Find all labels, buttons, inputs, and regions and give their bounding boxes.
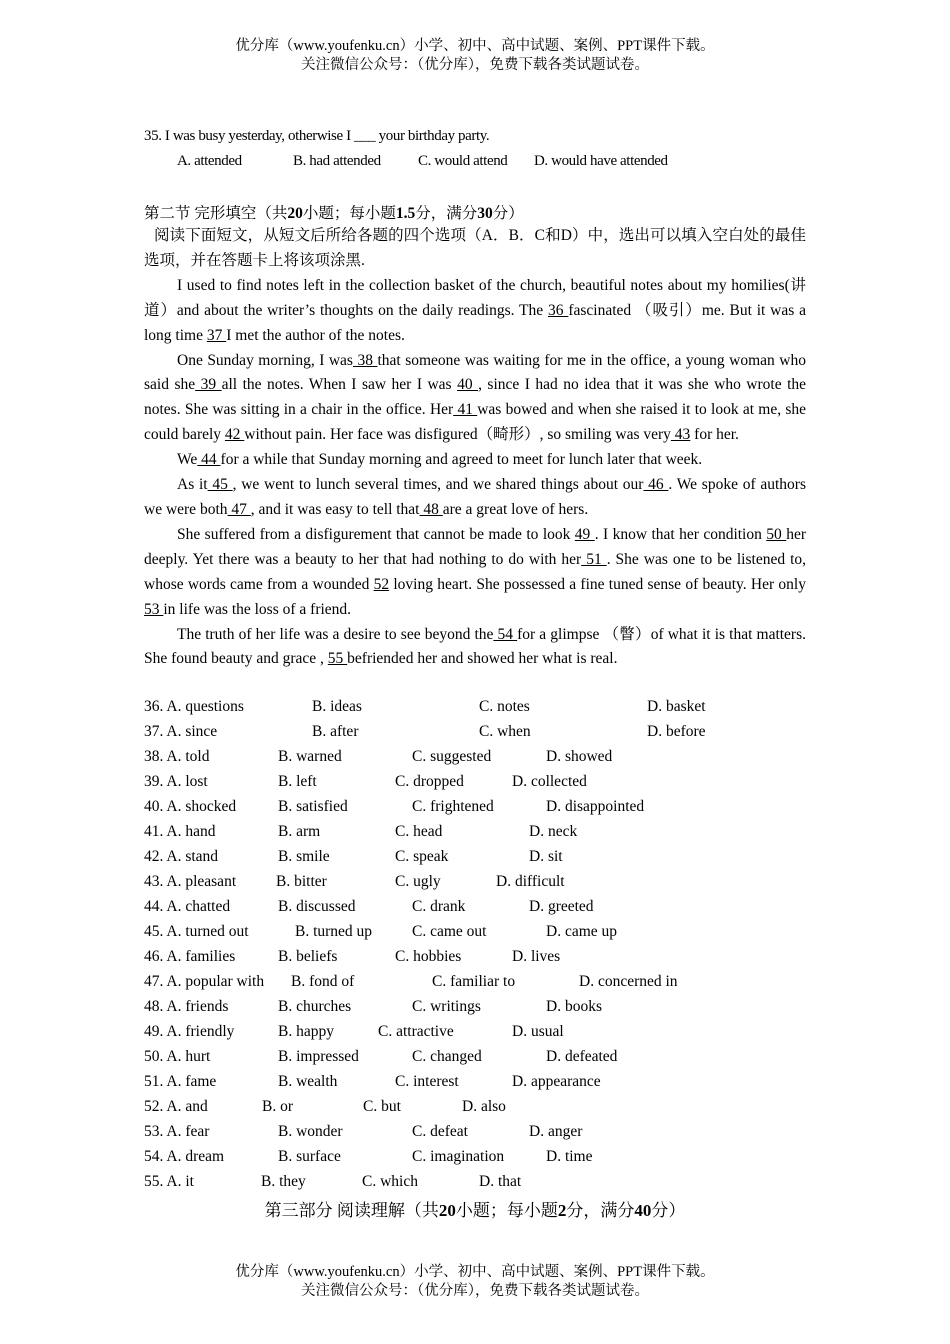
- header-line-1: 优分库（www.youfenku.cn）小学、初中、高中试题、案例、PPT课件下载。: [235, 38, 715, 54]
- option-row: 36. A. questions B. ideas C. notes D. basket: [144, 698, 706, 715]
- paragraph-4: As it 45 , we went to lunch several times, and we shared things about our 46 . We spoke of authors we were both 47 , and it was easy to tell that 48 are a great love of hers.: [144, 476, 806, 518]
- blank-44: 44: [197, 451, 221, 469]
- blank-41: 41: [453, 401, 478, 419]
- q35-option-a: A. attended: [177, 153, 242, 169]
- option-row: 45. A. turned out B. turned up C. came out D. came up: [144, 923, 618, 940]
- footer-line-1: 优分库（www.youfenku.cn）小学、初中、高中试题、案例、PPT课件下载。: [235, 1264, 715, 1280]
- blank-36: 36: [548, 301, 569, 319]
- blank-47: 47: [227, 500, 251, 518]
- option-row: 38. A. told B. warned C. suggested D. showed: [144, 748, 613, 765]
- footer-line-2: 关注微信公众号：（优分库），免费下载各类试题试卷。: [301, 1283, 649, 1299]
- paragraph-3: We 44 for a while that Sunday morning and agreed to meet for lunch later that week.: [177, 451, 703, 469]
- paragraph-1: I used to find notes left in the collection basket of the church, beautiful notes about my homilies(讲道）and about the writer’s thoughts on the daily readings. The 36 fascinated （吸引）me. But it was a long time 37 I met the author of the notes.: [144, 276, 807, 344]
- question-35-stem: 35. I was busy yesterday, otherwise I ___ your birthday party.: [144, 128, 490, 144]
- part-3-title: 第三部分 阅读理解（共20小题；每小题2分，满分40分）: [264, 1201, 686, 1220]
- option-row: 51. A. fame B. wealth C. interest D. appearance: [144, 1073, 601, 1090]
- blank-49: 49: [574, 525, 595, 543]
- blank-40: 40: [457, 376, 479, 394]
- cloze-passage: [144, 224, 806, 672]
- option-row: 47. A. popular with B. fond of C. familiar to D. concerned in: [144, 973, 678, 990]
- option-row: 49. A. friendly B. happy C. attractive D. usual: [144, 1023, 564, 1040]
- option-row: 43. A. pleasant B. bitter C. ugly D. difficult: [144, 873, 565, 890]
- option-row: 37. A. since B. after C. when D. before: [144, 723, 706, 740]
- option-row: 44. A. chatted B. discussed C. drank D. greeted: [144, 898, 594, 915]
- option-row: 48. A. friends B. churches C. writings D. books: [144, 998, 602, 1015]
- option-row: 55. A. it B. they C. which D. that: [144, 1173, 522, 1190]
- option-row: 40. A. shocked B. satisfied C. frightened D. disappointed: [144, 798, 645, 815]
- blank-45: 45: [207, 476, 233, 494]
- section-2-title: 第二节 完形填空（共20小题；每小题1.5分，满分30分）: [144, 205, 524, 222]
- blank-43: 43: [670, 426, 691, 444]
- question-35-options: [0, 153, 950, 173]
- blank-52: 52: [373, 575, 390, 593]
- blank-50: 50: [766, 525, 787, 543]
- blank-48: 48: [419, 500, 443, 518]
- blank-53: 53: [144, 600, 164, 618]
- q35-option-d: D. would have attended: [534, 153, 668, 169]
- page-footer: [0, 1263, 950, 1301]
- blank-54: 54: [493, 625, 518, 643]
- option-row: 50. A. hurt B. impressed C. changed D. defeated: [144, 1048, 618, 1065]
- paragraph-5: She suffered from a disfigurement that cannot be made to look 49 . I know that her condition 50 her deeply. Yet there was a beauty to her that had nothing to do with her 51 . She was one to be listened to, whose words came from a wounded 52 loving heart. She possessed a fine tuned sense of beauty. Her only 53 in life was the loss of a friend.: [144, 525, 807, 618]
- option-row: 46. A. families B. beliefs C. hobbies D. lives: [144, 948, 561, 965]
- paragraph-6: The truth of her life was a desire to see beyond the 54 for a glimpse （瞥）of what it is that matters. She found beauty and grace , 55 befriended her and showed her what is real.: [144, 625, 807, 668]
- page-header: [0, 37, 950, 75]
- q35-option-c: C. would attend: [418, 153, 508, 169]
- q35-option-b: B. had attended: [293, 153, 381, 169]
- option-row: 52. A. and B. or C. but D. also: [144, 1098, 506, 1115]
- blank-46: 46: [643, 476, 669, 494]
- blank-38: 38: [352, 351, 378, 369]
- header-line-2: 关注微信公众号：（优分库），免费下载各类试题试卷。: [301, 57, 649, 73]
- option-row: 42. A. stand B. smile C. speak D. sit: [144, 848, 563, 865]
- instruction: 阅读下面短文，从短文后所给各题的四个选项（A．B．C和D）中，选出可以填入空白处的最佳选项，并在答题卡上将该项涂黑.: [144, 227, 806, 269]
- blank-55: 55: [327, 650, 348, 668]
- blank-42: 42: [224, 426, 245, 444]
- blank-51: 51: [581, 550, 607, 568]
- option-row: 41. A. hand B. arm C. head D. neck: [144, 823, 578, 840]
- paragraph-2: One Sunday morning, I was 38 that someone was waiting for me in the office, a young woman who said she 39 all the notes. When I saw her I was 40 , since I had no idea that it was she who wrote the notes. She was sitting in a chair in the office. Her 41 was bowed and when she raised it to look at me, she could barely 42 without pain. Her face was disfigured（畸形）, so smiling was very 43 for her.: [144, 351, 807, 444]
- option-row: 54. A. dream B. surface C. imagination D. time: [144, 1148, 593, 1165]
- blank-37: 37: [206, 326, 227, 344]
- option-row: 53. A. fear B. wonder C. defeat D. anger: [144, 1123, 583, 1140]
- blank-39: 39: [195, 376, 222, 394]
- option-row: 39. A. lost B. left C. dropped D. collected: [144, 773, 587, 790]
